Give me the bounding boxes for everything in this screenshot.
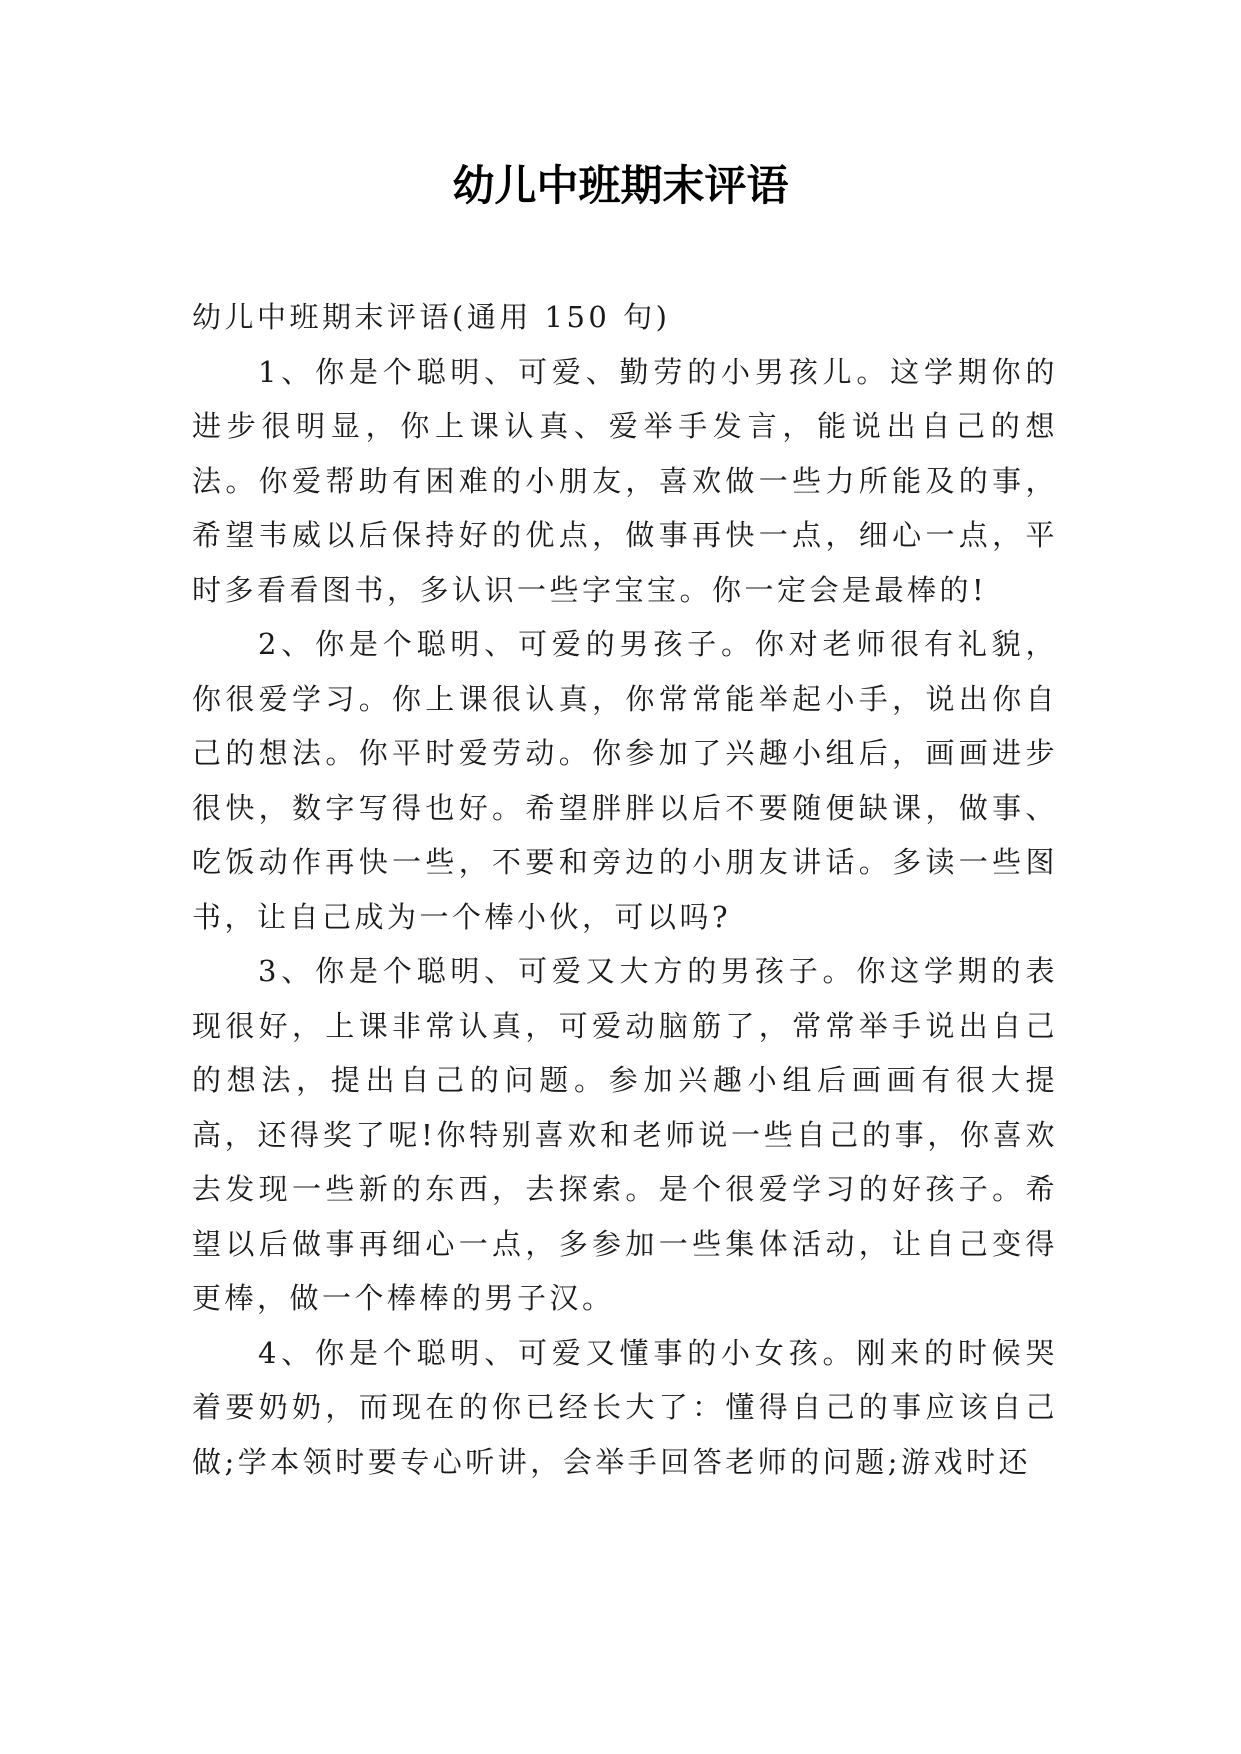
comment-paragraph-3: 3、你是个聪明、可爱又大方的男孩子。你这学期的表现很好，上课非常认真，可爱动脑筋了，常常举手说出自己的想法，提出自己的问题。参加兴趣小组后画画有很大提高，还得奖了呢!你特别喜欢和老师说一些自己的事，你喜欢去发现一些新的东西，去探索。是个很爱学习的好孩子。希望以后做事再细心一点，多参加一些集体活动，让自己变得更棒，做一个棒棒的男子汉。 xyxy=(192,954,1058,1315)
comment-paragraph-1: 1、你是个聪明、可爱、勤劳的小男孩儿。这学期你的进步很明显，你上课认真、爱举手发言，能说出自己的想法。你爱帮助有困难的小朋友，喜欢做一些力所能及的事，希望韦威以后保持好的优点，做事再快一点，细心一点，平时多看看图书，多认识一些字宝宝。你一定会是最棒的! xyxy=(192,354,1058,607)
comment-paragraph-4: 4、你是个聪明、可爱又懂事的小女孩。刚来的时候哭着要奶奶，而现在的你已经长大了：懂得自己的事应该自己做;学本领时要专心听讲，会举手回答老师的问题;游戏时还 xyxy=(192,1335,1058,1479)
document-body xyxy=(192,290,1058,1489)
comment-paragraph-2: 2、你是个聪明、可爱的男孩子。你对老师很有礼貌，你很爱学习。你上课很认真，你常常能举起小手，说出你自己的想法。你平时爱劳动。你参加了兴趣小组后，画画进步很快，数字写得也好。希望胖胖以后不要随便缺课，做事、吃饭动作再快一些，不要和旁边的小朋友讲话。多读一些图书，让自己成为一个棒小伙，可以吗? xyxy=(192,627,1058,934)
document-title: 幼儿中班期末评语 xyxy=(452,161,789,210)
document-subtitle: 幼儿中班期末评语(通用 150 句) xyxy=(192,300,671,334)
